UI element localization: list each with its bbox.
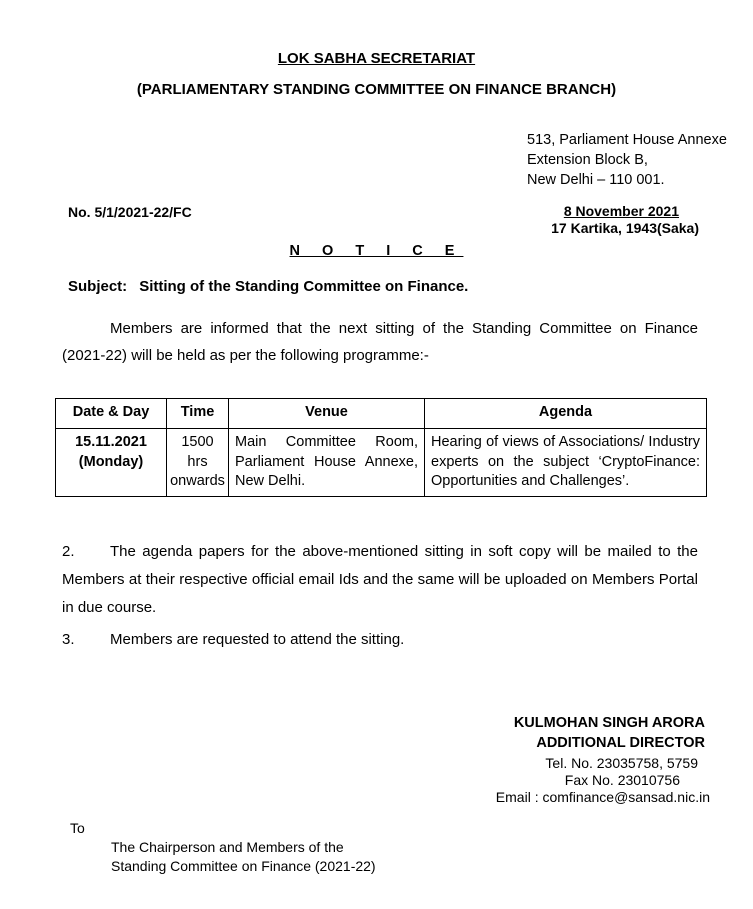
cell-date-day <box>56 429 167 497</box>
saka-date: 17 Kartika, 1943(Saka) <box>551 220 699 236</box>
header-time: Time <box>167 399 229 429</box>
cell-agenda: Hearing of views of Associations/ Industry experts on the subject ‘CryptoFinance: Opportunities and Challenges’. <box>425 429 707 497</box>
address-line-2: Extension Block B, <box>527 152 648 168</box>
reference-number: No. 5/1/2021-22/FC <box>68 204 192 220</box>
to-label: To <box>70 820 85 836</box>
header-date-day: Date & Day <box>56 399 167 429</box>
intro-paragraph <box>62 315 698 369</box>
cell-venue: Main Committee Room, Parliament House Annexe, New Delhi. <box>229 429 425 497</box>
point-3-text: Members are requested to attend the sitting. <box>110 631 405 648</box>
header-venue: Venue <box>229 399 425 429</box>
recipient-line-2: Standing Committee on Finance (2021-22) <box>111 858 376 874</box>
office-address <box>527 130 727 190</box>
intro-text: Members are informed that the next sitting of the Standing Committee on Finance (2021-22) will be held as per the following programme:- <box>62 320 698 364</box>
signatory-tel: Tel. No. 23035758, 5759 <box>545 755 698 771</box>
branch-title: (PARLIAMENTARY STANDING COMMITTEE ON FINANCE BRANCH) <box>136 81 617 98</box>
address-line-1: 513, Parliament House Annexe <box>527 132 727 148</box>
table-row <box>56 429 707 497</box>
point-3-paragraph <box>62 631 404 648</box>
point-2-number: 2. <box>62 543 75 560</box>
subject-label: Subject: <box>68 278 128 295</box>
table-header-row <box>56 399 707 429</box>
programme-table <box>55 398 707 497</box>
point-2-paragraph <box>62 538 698 622</box>
org-title: LOK SABHA SECRETARIAT <box>277 50 476 67</box>
subject-line <box>68 278 468 295</box>
sitting-day: (Monday) <box>78 453 144 470</box>
notice-date: 8 November 2021 <box>563 203 679 219</box>
signatory-fax: Fax No. 23010756 <box>564 772 680 788</box>
point-3-number: 3. <box>62 631 75 648</box>
signatory-email: Email : comfinance@sansad.nic.in <box>495 789 710 805</box>
sitting-date: 15.11.2021 <box>75 434 147 450</box>
signatory-designation: ADDITIONAL DIRECTOR <box>536 735 705 751</box>
signatory-name: KULMOHAN SINGH ARORA <box>513 715 705 731</box>
subject-text: Sitting of the Standing Committee on Finance. <box>139 278 469 295</box>
notice-heading: N O T I C E <box>289 243 464 259</box>
cell-time: 1500 hrs onwards <box>167 429 229 497</box>
point-2-text: The agenda papers for the above-mentioned sitting in soft copy will be mailed to the Members at their respective official email Ids and the same will be uploaded on Members Portal in due course. <box>62 543 698 616</box>
address-line-3: New Delhi – 110 001. <box>527 172 665 188</box>
header-agenda: Agenda <box>425 399 707 429</box>
recipient-line-1: The Chairperson and Members of the <box>111 839 344 855</box>
